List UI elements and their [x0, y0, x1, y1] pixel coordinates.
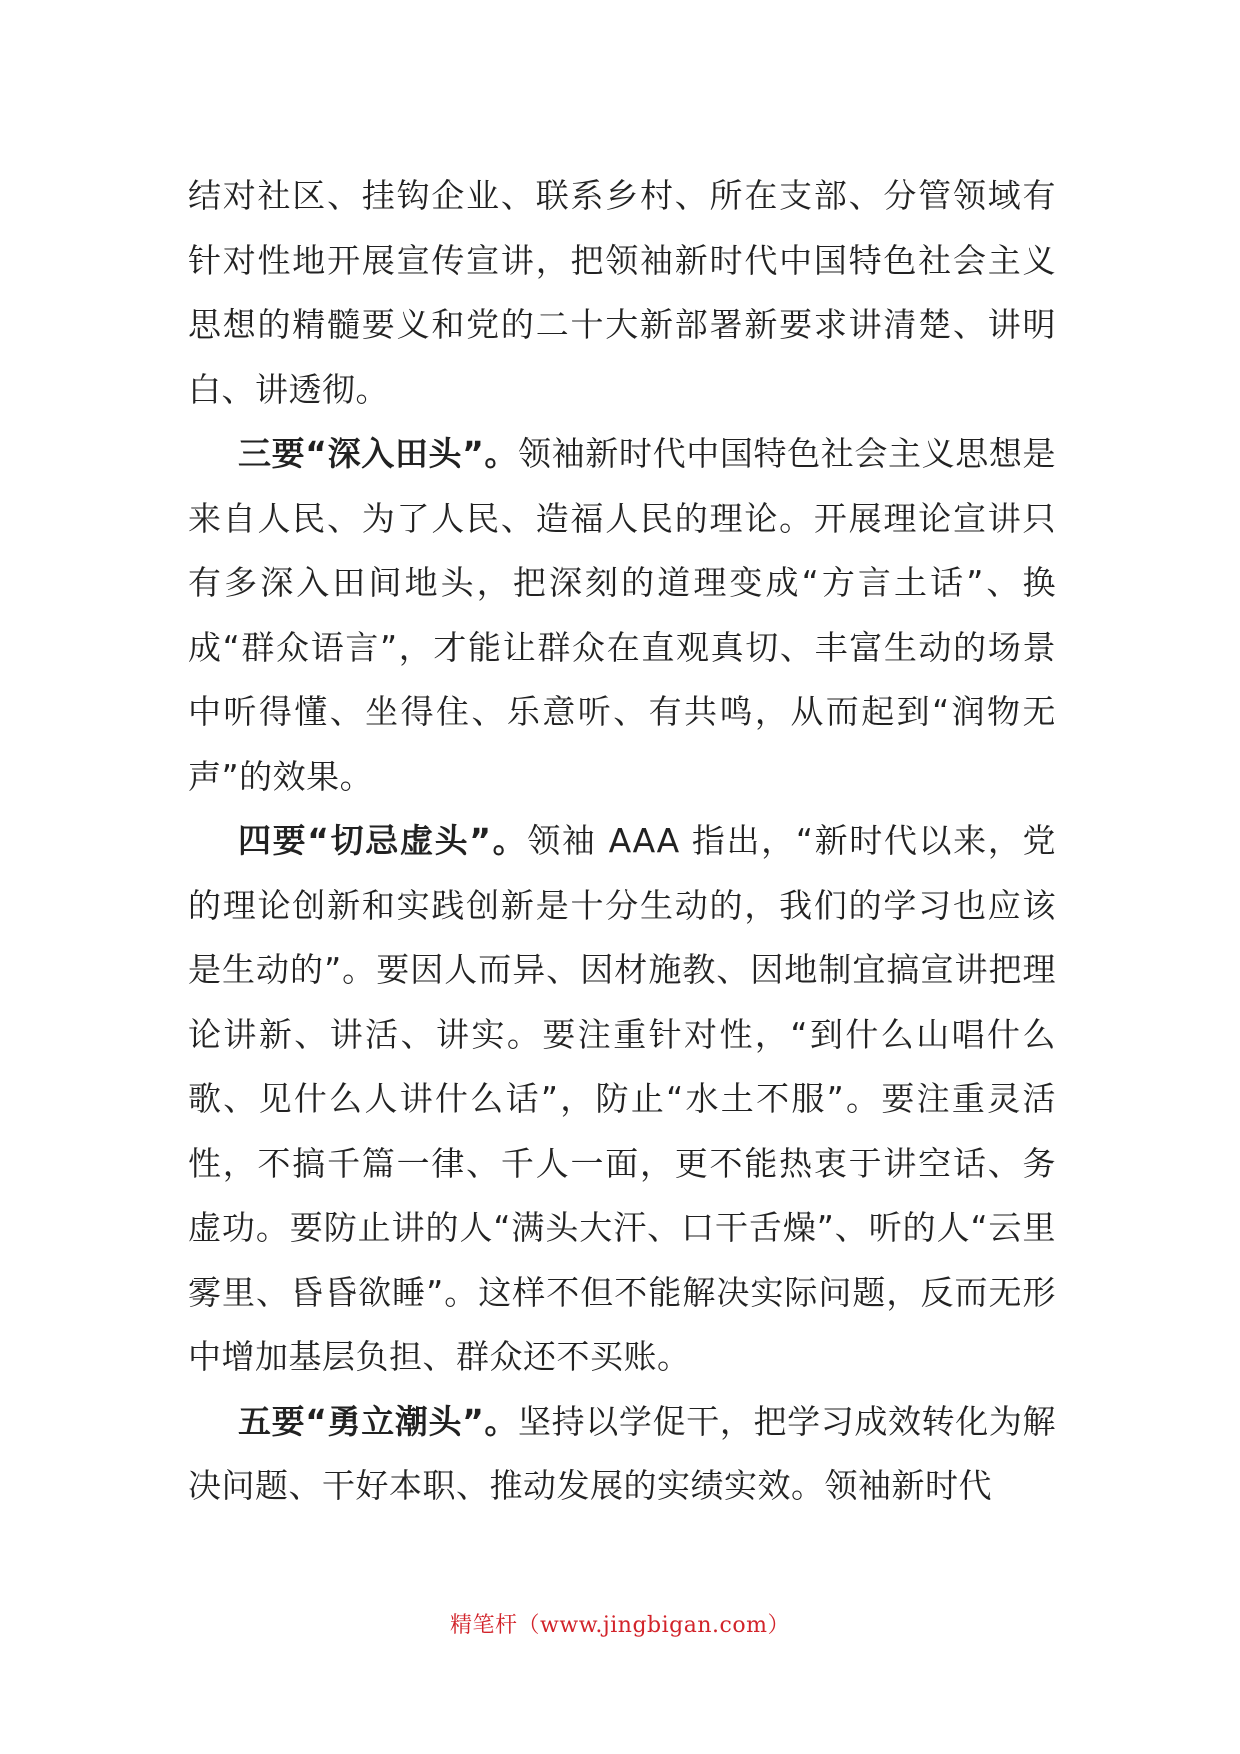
- paragraph-point-three: [188, 422, 1056, 809]
- footer-watermark: [0, 1608, 1240, 1639]
- footer-text: 精笔杆（www.jingbigan.com）: [450, 1613, 790, 1638]
- document-body: [188, 164, 1056, 1519]
- paragraph-point-four: [188, 809, 1056, 1390]
- paragraph-heading: 三要“深入田头”。: [238, 434, 519, 473]
- paragraph-continuation: [188, 164, 1056, 422]
- paragraph-heading: 五要“勇立潮头”。: [238, 1401, 519, 1441]
- paragraph-heading: 四要“切忌虚头”。: [238, 821, 528, 860]
- paragraph-text: 结对社区、挂钩企业、联系乡村、所在支部、分管领域有针对性地开展宣传宣讲，把领袖新时代中国特色社会主义思想的精髓要义和党的二十大新部署新要求讲清楚、讲明白、讲透彻。: [188, 176, 1056, 409]
- paragraph-text: 领袖 AAA 指出，“新时代以来，党的理论创新和实践创新是十分生动的，我们的学习也应该是生动的”。要因人而异、因材施教、因地制宜搞宣讲把理论讲新、讲活、讲实。要注重针对性，“到什么山唱什么歌、见什么人讲什么话”，防止“水土不服”。要注重灵活性，不搞千篇一律、千人一面，更不能热衷于讲空话、务虚功。要防止讲的人“满头大汗、口干舌燥”、听的人“云里雾里、昏昏欲睡”。这样不但不能解决实际问题，反而无形中增加基层负担、群众还不买账。: [188, 821, 1056, 1376]
- paragraph-text: 领袖新时代中国特色社会主义思想是来自人民、为了人民、造福人民的理论。开展理论宣讲只有多深入田间地头，把深刻的道理变成“方言土话”、换成“群众语言”，才能让群众在直观真切、丰富生动的场景中听得懂、坐得住、乐意听、有共鸣，从而起到“润物无声”的效果。: [188, 434, 1056, 796]
- paragraph-point-five: [188, 1390, 1056, 1519]
- paragraph-text: 坚持以学促干，把学习成效转化为解决问题、干好本职、推动发展的实绩实效。领袖新时代: [188, 1401, 1056, 1505]
